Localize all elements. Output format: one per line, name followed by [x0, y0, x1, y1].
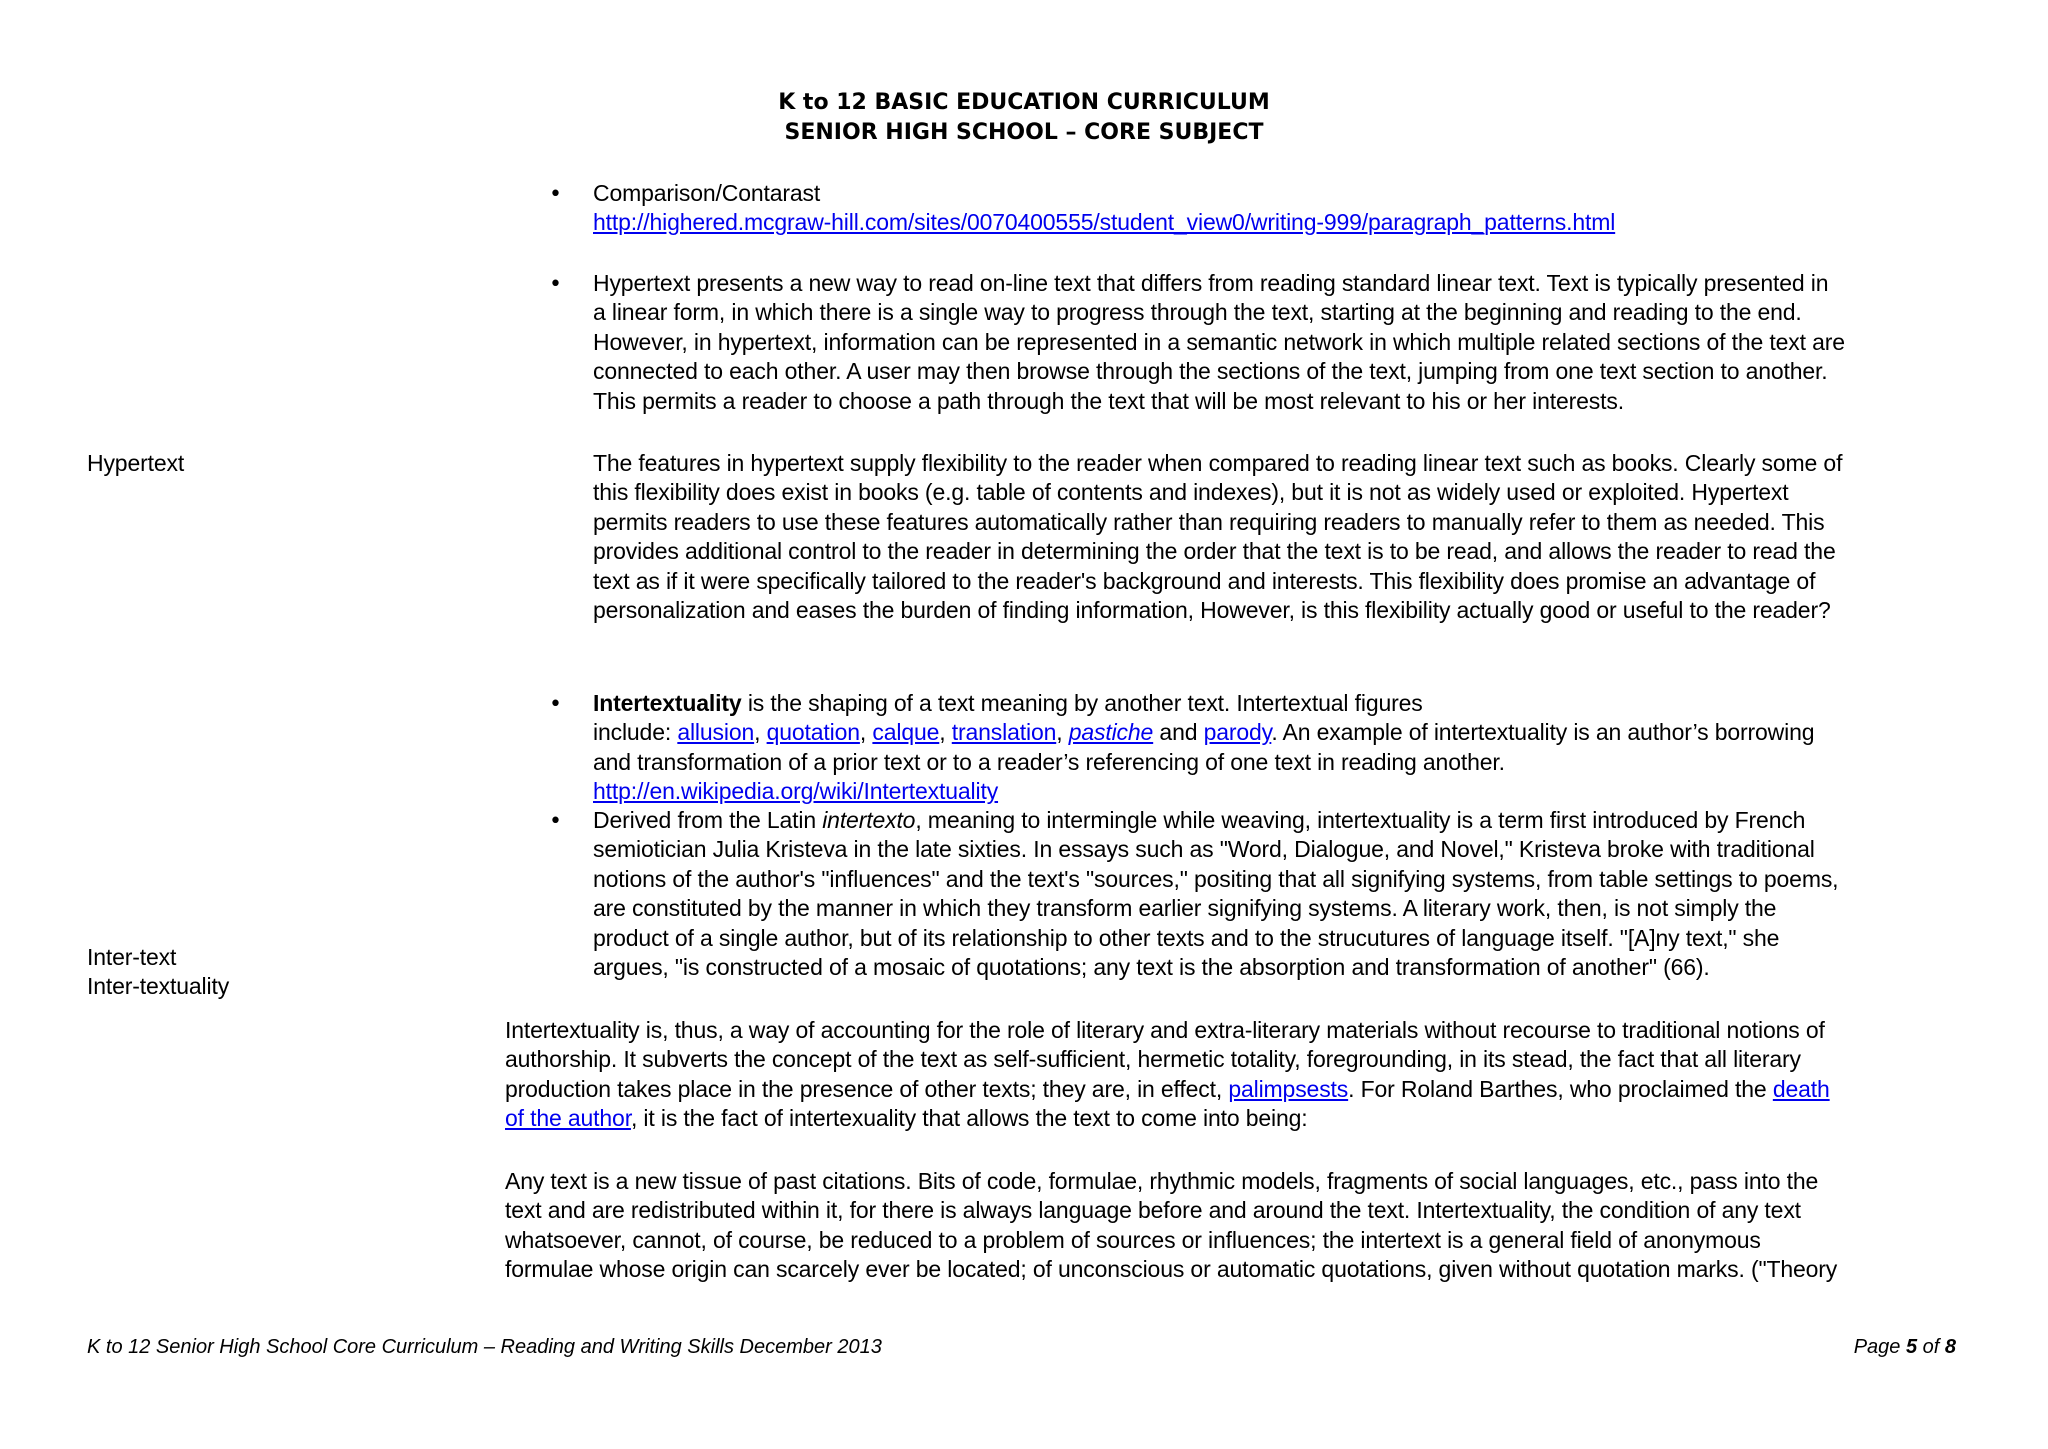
- text-line: are constituted by the manner in which they transform earlier signifying systems. A literary work, then, is not simply the: [593, 895, 1777, 922]
- bullet-derived: [593, 806, 1993, 982]
- latin-term: intertexto: [822, 807, 916, 833]
- link-allusion[interactable]: allusion: [677, 719, 755, 746]
- text-span: of: [1917, 1336, 1945, 1358]
- text-line: permits readers to use these features automatically rather than requiring readers to manually refer to them as needed. This: [593, 508, 1825, 535]
- label-hypertext: Hypertext: [87, 450, 185, 476]
- paragraph-features: [593, 449, 1993, 625]
- bullet-marker: •: [549, 182, 562, 207]
- text-span: include:: [593, 719, 678, 746]
- total-pages: 8: [1944, 1336, 1956, 1358]
- text-line: product of a single author, but of its relationship to other texts and to the strucutures of language itself. "[A]ny text," she: [593, 924, 1780, 951]
- text-line: notions of the author's "influences" and the text's "sources," positing that all signifying systems, from table settings to poems,: [593, 865, 1839, 892]
- text-line: connected to each other. A user may then browse through the sections of the text, jumping from one text section to another.: [593, 358, 1828, 385]
- text-line: this flexibility does exist in books (e.g. table of contents and indexes), but it is not as widely used or exploited. Hypertext: [593, 479, 1789, 506]
- text-line: semiotician Julia Kristeva in the late sixties. In essays such as "Word, Dialogue, and Novel," Kristeva broke with traditional: [593, 836, 1815, 863]
- text-span: ,: [859, 719, 873, 746]
- link-calque[interactable]: calque: [872, 719, 940, 746]
- text-span: ,: [939, 719, 952, 746]
- text-span: production takes place in the presence of other texts; they are, in effect,: [505, 1075, 1229, 1102]
- curriculum-title: K to 12 BASIC EDUCATION CURRICULUM: [778, 90, 1270, 115]
- text-line: and transformation of a prior text or to a reader’s referencing of one text in reading another.: [593, 748, 1505, 775]
- text-line: provides additional control to the reader in determining the order that the text is to be read, and allows the reader to read the: [593, 538, 1836, 565]
- term-intertextuality: Intertextuality: [593, 690, 742, 716]
- text-line: personalization and eases the burden of finding information, However, is this flexibility actually good or useful to the reader?: [593, 597, 1831, 624]
- bullet-marker: •: [549, 809, 562, 834]
- bullet-comparison: [593, 179, 1993, 238]
- text-line: The features in hypertext supply flexibility to the reader when compared to reading linear text such as books. Clearly some of: [593, 450, 1843, 476]
- text-line: However, in hypertext, information can be represented in a semantic network in which multiple related sections of the text are: [593, 328, 1845, 355]
- paragraph-intertextuality-thus: [505, 1016, 1995, 1134]
- link-quotation[interactable]: quotation: [766, 719, 860, 746]
- comparison-link[interactable]: http://highered.mcgraw-hill.com/sites/0070400555/student_view0/writing-999/paragraph_patterns.html: [593, 209, 1616, 236]
- text-line: a linear form, in which there is a single way to progress through the text, starting at the beginning and reading to the end.: [593, 299, 1802, 326]
- text-line: text and are redistributed within it, for there is always language before and around the text. Intertextuality, the condition of any text: [505, 1197, 1801, 1224]
- text-line: formulae whose origin can scarcely ever be located; of unconscious or automatic quotations, given without quotation marks. ("Theory: [505, 1256, 1838, 1283]
- bullet-marker: •: [549, 692, 562, 717]
- footer-document-title: K to 12 Senior High School Core Curriculum – Reading and Writing Skills December 2013: [87, 1336, 882, 1358]
- bullet-hypertext: [593, 269, 1993, 416]
- text-span: ,: [1056, 719, 1069, 746]
- current-page: 5: [1905, 1336, 1918, 1358]
- text-line: This permits a reader to choose a path through the text that will be most relevant to his or her interests.: [593, 387, 1624, 414]
- text-span: . For Roland Barthes, who proclaimed the: [1348, 1075, 1773, 1102]
- text-line: Intertextuality is, thus, a way of accounting for the role of literary and extra-literary materials without recourse to traditional notions of: [505, 1017, 1825, 1043]
- link-death-of-author-part2[interactable]: of the author: [505, 1105, 631, 1132]
- text-span: , it is the fact of intertexuality that allows the text to come into being:: [630, 1105, 1308, 1132]
- text-line: Any text is a new tissue of past citations. Bits of code, formulae, rhythmic models, fragments of social languages, etc., pass into the: [505, 1168, 1819, 1194]
- text-span: , meaning to intermingle while weaving, intertextuality is a term first introduced by French: [915, 807, 1806, 833]
- link-translation[interactable]: translation: [951, 719, 1057, 746]
- comparison-label: Comparison/Contarast: [593, 180, 821, 206]
- bullet-intertextuality: [593, 689, 1993, 807]
- footer-page-number: [1854, 1334, 1956, 1360]
- text-span: ,: [754, 719, 767, 746]
- bullet-marker: •: [549, 272, 562, 297]
- link-palimpsests[interactable]: palimpsests: [1228, 1075, 1349, 1102]
- label-inter-text: Inter-text: [87, 944, 177, 970]
- text-span: . An example of intertextuality is an author’s borrowing: [1271, 719, 1815, 746]
- text-line: text as if it were specifically tailored to the reader's background and interests. This flexibility does promise an advantage of: [593, 567, 1816, 594]
- text-line: authorship. It subverts the concept of the text as self-sufficient, hermetic totality, foregrounding, in its stead, the fact that all literary: [505, 1046, 1801, 1073]
- text-span: is the shaping of a text meaning by another text. Intertextual figures: [741, 690, 1423, 716]
- text-span: Page: [1853, 1336, 1906, 1358]
- paragraph-any-text: [505, 1167, 1995, 1285]
- text-span: Derived from the Latin: [593, 807, 823, 833]
- link-wikipedia-intertextuality[interactable]: http://en.wikipedia.org/wiki/Intertextuality: [593, 778, 999, 805]
- link-pastiche[interactable]: pastiche: [1068, 719, 1154, 746]
- text-line: argues, "is constructed of a mosaic of quotations; any text is the absorption and transformation of another" (66).: [593, 954, 1710, 981]
- text-span: and: [1153, 719, 1204, 746]
- subject-title: SENIOR HIGH SCHOOL – CORE SUBJECT: [784, 120, 1264, 145]
- label-inter-textuality: Inter-textuality: [87, 973, 230, 999]
- document-header: [0, 88, 2048, 148]
- text-line: Hypertext presents a new way to read on-line text that differs from reading standard linear text. Text is typically presented in: [593, 270, 1829, 296]
- text-line: whatsoever, cannot, of course, be reduced to a problem of sources or influences; the intertext is a general field of anonymous: [505, 1226, 1761, 1253]
- link-parody[interactable]: parody: [1203, 719, 1272, 746]
- link-death-of-author-part1[interactable]: death: [1772, 1075, 1830, 1102]
